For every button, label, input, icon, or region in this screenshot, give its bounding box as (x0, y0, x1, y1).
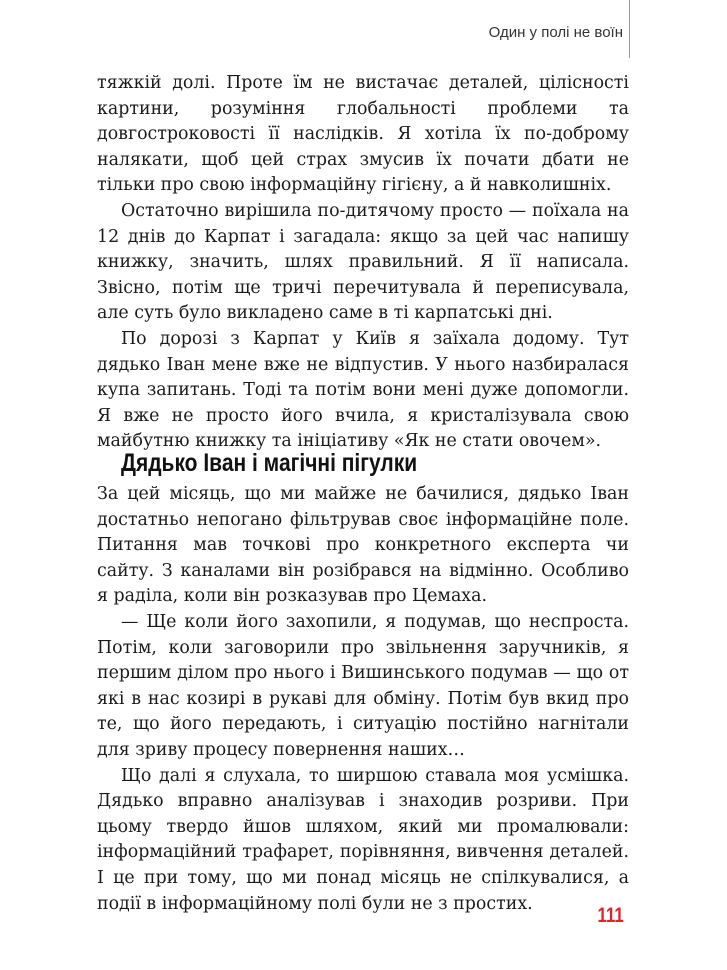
section-heading: Дядько Іван і магічні пігулки (121, 449, 418, 477)
paragraph: — Ще коли його захопили, я подумав, що неспроста. Потім, коли заговорили про звільнення заручників, я першим ділом про нього і Вишинського подумав — що от які в нас козирі в рукаві для обміну. Потім був вкид про те, що його передають, і ситуацію постійно нагнітали для зриву процесу повернення наших… (97, 611, 629, 760)
paragraph: тяжкій долі. Проте їм не вистачає деталей, цілісності картини, розуміння глобальності проблеми та довгостроковості її наслідків. Я хотіла їх по-доброму налякати, щоб цей страх змусив їх почати дбати не тільки про свою інформаційну гігієну, а й навколишніх. (97, 73, 629, 196)
page-number: 111 (597, 904, 624, 927)
text-block-top (97, 71, 629, 455)
running-header: Один у полі не воїн (488, 24, 623, 41)
text-block-bottom (97, 482, 629, 917)
paragraph: По дорозі з Карпат у Київ я заїхала додому. Тут дядько Іван мене вже не відпустив. У нього назбиралася купа запитань. Тоді та потім вони мені дуже допомогли. Я вже не просто його вчила, я кристалізувала свою майбутню книжку та ініціативу «Як не стати овочем». (97, 328, 629, 452)
paragraph: Остаточно вирішила по-дитячому просто — поїхала на 12 днів до Карпат і загадала: якщо за цей час напишу книжку, значить, шлях правильний. Я її написала. Звісно, потім ще тричі перечитувала й переписувала, але суть було викладено саме в ті карпатські дні. (97, 200, 629, 324)
paragraph: Що далі я слухала, то ширшою ставала моя усмішка. Дядько вправно аналізував і знаходив розриви. При цьому твердо йшов шляхом, який ми промалювали: інформаційний трафарет, порівняння, вивчення деталей. І це при тому, що ми понад місяць не спілкувалися, а події в інформаційному полі були не з простих. (97, 765, 629, 914)
header-divider-rule (629, 0, 630, 58)
paragraph: За цей місяць, що ми майже не бачилися, дядько Іван достатньо непогано фільтрував своє інформаційне поле. Питання мав точкові про конкретного експерта чи сайту. З каналами він розібрався на відмінно. Особливо я раділа, коли він розказував про Цемаха. (97, 484, 629, 607)
